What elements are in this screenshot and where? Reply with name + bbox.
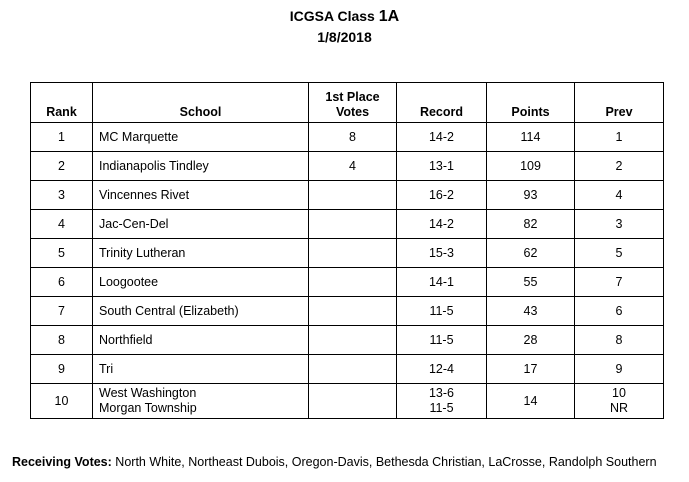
table-row [31,181,664,210]
rank-cell: 10 [31,384,93,419]
prev-cell: 5 [575,239,664,268]
school-cell: Jac-Cen-Del [93,210,309,239]
prev-cell: 1 [575,123,664,152]
record-cell: 11-5 [397,297,487,326]
title-prefix: ICGSA Class [289,8,375,24]
poll-header [0,6,689,47]
record-header: Record [397,83,487,123]
prev-cell: 3 [575,210,664,239]
school-cell: Tri [93,355,309,384]
table-row [31,210,664,239]
prev-cell [575,384,664,419]
prev-cell: 8 [575,326,664,355]
rankings-table [30,82,664,419]
school-cell: South Central (Elizabeth) [93,297,309,326]
points-cell: 114 [487,123,575,152]
points-cell: 93 [487,181,575,210]
rank-cell: 3 [31,181,93,210]
table-header-row [31,83,664,123]
table-row [31,384,664,419]
receiving-votes [12,455,657,469]
receiving-votes-schools: North White, Northeast Dubois, Oregon-Davis, Bethesda Christian, LaCrosse, Randolph Southern [115,455,657,469]
school-cell: Northfield [93,326,309,355]
votes-header [309,83,397,123]
school-cell: MC Marquette [93,123,309,152]
votes-cell [309,326,397,355]
prev-value: 10 [612,386,626,400]
poll-date: 1/8/2018 [317,29,372,45]
prev-cell: 6 [575,297,664,326]
points-cell: 28 [487,326,575,355]
school-cell: Vincennes Rivet [93,181,309,210]
votes-cell [309,384,397,419]
points-cell: 62 [487,239,575,268]
table-row [31,326,664,355]
votes-cell: 8 [309,123,397,152]
votes-cell [309,268,397,297]
rank-header: Rank [31,83,93,123]
votes-cell [309,355,397,384]
prev-cell: 4 [575,181,664,210]
school-name: West Washington [99,386,197,400]
record-cell: 13-1 [397,152,487,181]
points-header: Points [487,83,575,123]
record-cell: 12-4 [397,355,487,384]
points-cell: 43 [487,297,575,326]
school-cell: Trinity Lutheran [93,239,309,268]
prev-cell: 7 [575,268,664,297]
votes-cell [309,297,397,326]
votes-header-line1: 1st Place [325,90,380,104]
school-header: School [93,83,309,123]
rank-cell: 9 [31,355,93,384]
rank-cell: 7 [31,297,93,326]
rank-cell: 6 [31,268,93,297]
votes-cell [309,210,397,239]
school-cell: Indianapolis Tindley [93,152,309,181]
record-cell: 16-2 [397,181,487,210]
rank-cell: 8 [31,326,93,355]
points-cell: 14 [487,384,575,419]
record-cell: 15-3 [397,239,487,268]
record-cell [397,384,487,419]
prev-cell: 9 [575,355,664,384]
poll-title [0,6,689,27]
school-cell: Loogootee [93,268,309,297]
prev-value: NR [609,401,629,415]
votes-cell: 4 [309,152,397,181]
record-value: 11-5 [429,401,454,415]
prev-header: Prev [575,83,664,123]
table-row [31,123,664,152]
rank-cell: 2 [31,152,93,181]
rank-cell: 5 [31,239,93,268]
points-cell: 17 [487,355,575,384]
points-cell: 82 [487,210,575,239]
title-class: 1A [378,8,400,25]
record-cell: 14-2 [397,210,487,239]
record-cell: 14-2 [397,123,487,152]
points-cell: 109 [487,152,575,181]
votes-cell [309,239,397,268]
votes-header-line2: Votes [335,105,370,119]
record-cell: 11-5 [397,326,487,355]
record-cell: 14-1 [397,268,487,297]
record-value: 13-6 [428,386,455,400]
table-row [31,239,664,268]
points-cell: 55 [487,268,575,297]
table-row [31,297,664,326]
receiving-votes-label: Receiving Votes: [12,455,112,469]
school-cell [93,384,309,419]
votes-cell [309,181,397,210]
school-name: Morgan Township [99,401,197,415]
table-row [31,152,664,181]
prev-cell: 2 [575,152,664,181]
rank-cell: 1 [31,123,93,152]
rank-cell: 4 [31,210,93,239]
table-row [31,355,664,384]
table-row [31,268,664,297]
